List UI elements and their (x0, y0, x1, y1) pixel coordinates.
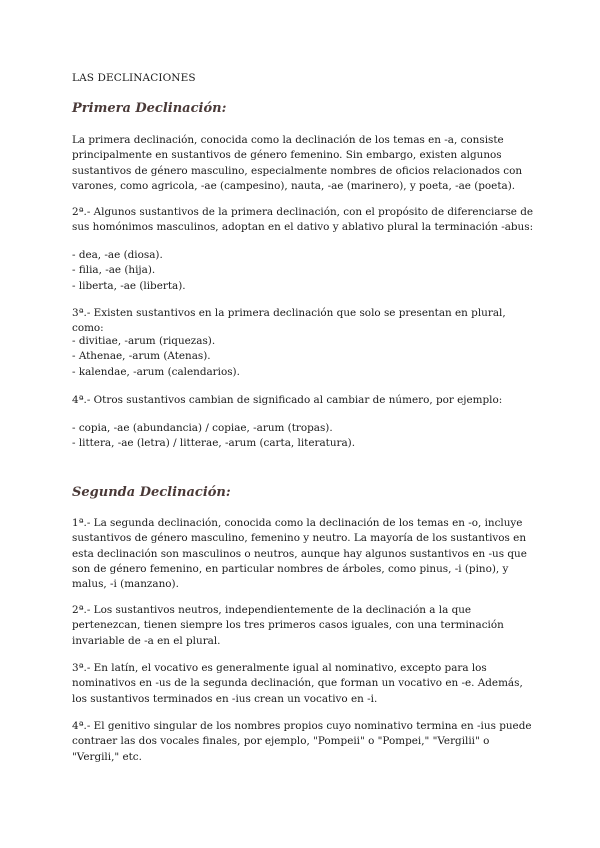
list-item: - Athenae, -arum (Atenas). (72, 350, 211, 363)
section-heading-primera: Primera Declinación: (72, 101, 227, 116)
list-item: - kalendae, -arum (calendarios). (72, 365, 240, 378)
paragraph-primera-2: 2ª.- Algunos sustantivos de la primera declinación, con el propósito de diferenciarse de sus homónimos masculinos, adoptan en el dativo y ablativo plural la terminación -abus: (72, 206, 534, 234)
paragraph-primera-3: 3ª.- Existen sustantivos en la primera declinación que solo se presentan en plural, como: (72, 307, 506, 335)
list-item: - liberta, -ae (liberta). (72, 279, 186, 292)
list-primera-3 (72, 334, 240, 380)
list-item: - littera, -ae (letra) / litterae, -arum (carta, literatura). (72, 437, 356, 450)
paragraph-primera-4: 4ª.- Otros sustantivos cambian de significado al cambiar de número, por ejemplo: (72, 394, 503, 406)
document-title: LAS DECLINACIONES (72, 72, 196, 84)
list-primera-2 (72, 248, 186, 294)
list-item: - copia, -ae (abundancia) / copiae, -arum (tropas). (72, 422, 333, 434)
list-item: - dea, -ae (diosa). (72, 249, 163, 261)
list-item: - filia, -ae (hija). (72, 264, 156, 277)
paragraph-segunda-1: 1ª.- La segunda declinación, conocida como la declinación de los temas en -o, incluye sustantivos de género masculino, femenino y neutro. La mayoría de los sustantivos en esta declinación son masculinos o neutros, aunque hay algunos sustantivos en -us que son de género femenino, en particular nombres de árboles, como pinus, -i (pino), y malus, -i (manzano). (72, 517, 527, 591)
paragraph-segunda-2: 2ª.- Los sustantivos neutros, independientemente de la declinación a la que pertenezcan, tienen siempre los tres primeros casos iguales, con una terminación invariable de -a en el plural. (72, 604, 504, 647)
section-heading-segunda: Segunda Declinación: (72, 485, 231, 500)
paragraph-primera-intro: La primera declinación, conocida como la declinación de los temas en -a, consiste principalmente en sustantivos de género femenino. Sin embargo, existen algunos sustantivos de género masculino, especialmente nombres de oficios relacionados con varones, como agricola, -ae (campesino), nauta, -ae (marinero), y poeta, -ae (poeta). (72, 134, 523, 192)
list-primera-4 (72, 421, 355, 452)
list-item: - divitiae, -arum (riquezas). (72, 335, 216, 347)
paragraph-segunda-4: 4ª.- El genitivo singular de los nombres propios cuyo nominativo termina en -ius puede contraer las dos vocales finales, por ejemplo, "Pompeii" o "Pompei," "Vergilii" o "Vergili," etc. (72, 720, 532, 763)
paragraph-segunda-3: 3ª.- En latín, el vocativo es generalmente igual al nominativo, excepto para los nominativos en -us de la segunda declinación, que forman un vocativo en -e. Además, los sustantivos terminados en -ius crean un vocativo en -i. (72, 662, 523, 705)
